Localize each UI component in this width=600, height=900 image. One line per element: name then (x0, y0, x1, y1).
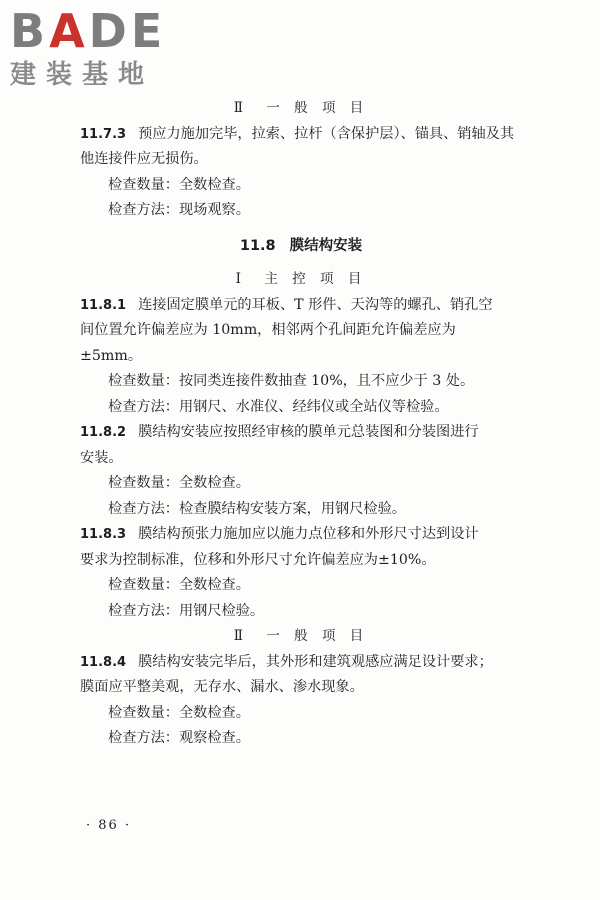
inspection-method: 检查方法：观察检查。 (108, 730, 250, 746)
page-body (80, 96, 522, 752)
clause-text: 连接固定膜单元的耳板、T 形件、天沟等的螺孔、销孔空 (138, 296, 493, 313)
clause-number: 11.8.3 (80, 527, 127, 542)
inspection-method: 检查方法：检查膜结构安装方案，用钢尺检验。 (108, 500, 406, 517)
clause-number: 11.8.1 (80, 297, 127, 313)
clause-text: 安装。 (80, 449, 123, 466)
clause-text: 他连接件应无损伤。 (80, 151, 208, 167)
subheading-general-items: Ⅱ 一 般 项 目 (233, 100, 369, 116)
clause-11-8-1 (80, 293, 522, 370)
clause-number: 11.8.4 (80, 654, 127, 670)
logo-brand: BADE (10, 4, 167, 58)
logo-subtitle: 建装基地 (10, 60, 155, 90)
inspection-method: 检查方法：用钢尺、水准仪、经纬仪或全站仪等检验。 (108, 398, 449, 415)
clause-text: 膜面应平整美观，无存水、漏水、渗水现象。 (80, 679, 364, 695)
clause-text: 预应力施加完毕，拉索、拉杆（含保护层）、锚具、销轴及其 (138, 125, 515, 142)
subheading-general-items: Ⅱ 一 般 项 目 (233, 628, 369, 644)
inspection-quantity: 检查数量：全数检查。 (108, 704, 250, 721)
clause-number: 11.8.2 (80, 425, 127, 440)
clause-text: 膜结构预张力施加应以施力点位移和外形尺寸达到设计 (138, 526, 479, 542)
inspection-method: 检查方法：用钢尺检验。 (108, 602, 265, 619)
subheading-main-items: Ⅰ 主 控 项 目 (235, 271, 367, 287)
page-number: · 86 · (86, 818, 132, 833)
inspection-quantity: 检查数量：按同类连接件数抽查 10%，且不应少于 3 处。 (108, 373, 475, 389)
logo-accent-letter: A (49, 4, 89, 58)
clause-11-8-4 (80, 650, 522, 701)
inspection-quantity: 检查数量：全数检查。 (108, 176, 250, 193)
clause-text: 膜结构安装完毕后，其外形和建筑观感应满足设计要求； (138, 653, 493, 670)
clause-number: 11.7.3 (80, 126, 127, 142)
inspection-quantity: 检查数量：全数检查。 (108, 577, 250, 593)
clause-text: 膜结构安装应按照经审核的膜单元总装图和分装图进行 (138, 424, 479, 440)
inspection-method: 检查方法：现场观察。 (108, 202, 250, 218)
clause-11-8-3 (80, 522, 522, 573)
clause-text: 要求为控制标准，位移和外形尺寸允许偏差应为±10%。 (80, 551, 436, 568)
section-title: 11.8 膜结构安装 (239, 237, 363, 254)
inspection-quantity: 检查数量：全数检查。 (108, 475, 250, 491)
clause-11-7-3 (80, 122, 522, 173)
clause-11-8-2 (80, 420, 522, 471)
bade-logo (8, 4, 183, 96)
clause-text: 间位置允许偏差应为 10mm，相邻两个孔间距允许偏差应为 (80, 322, 456, 338)
clause-text: ±5mm。 (80, 347, 143, 364)
